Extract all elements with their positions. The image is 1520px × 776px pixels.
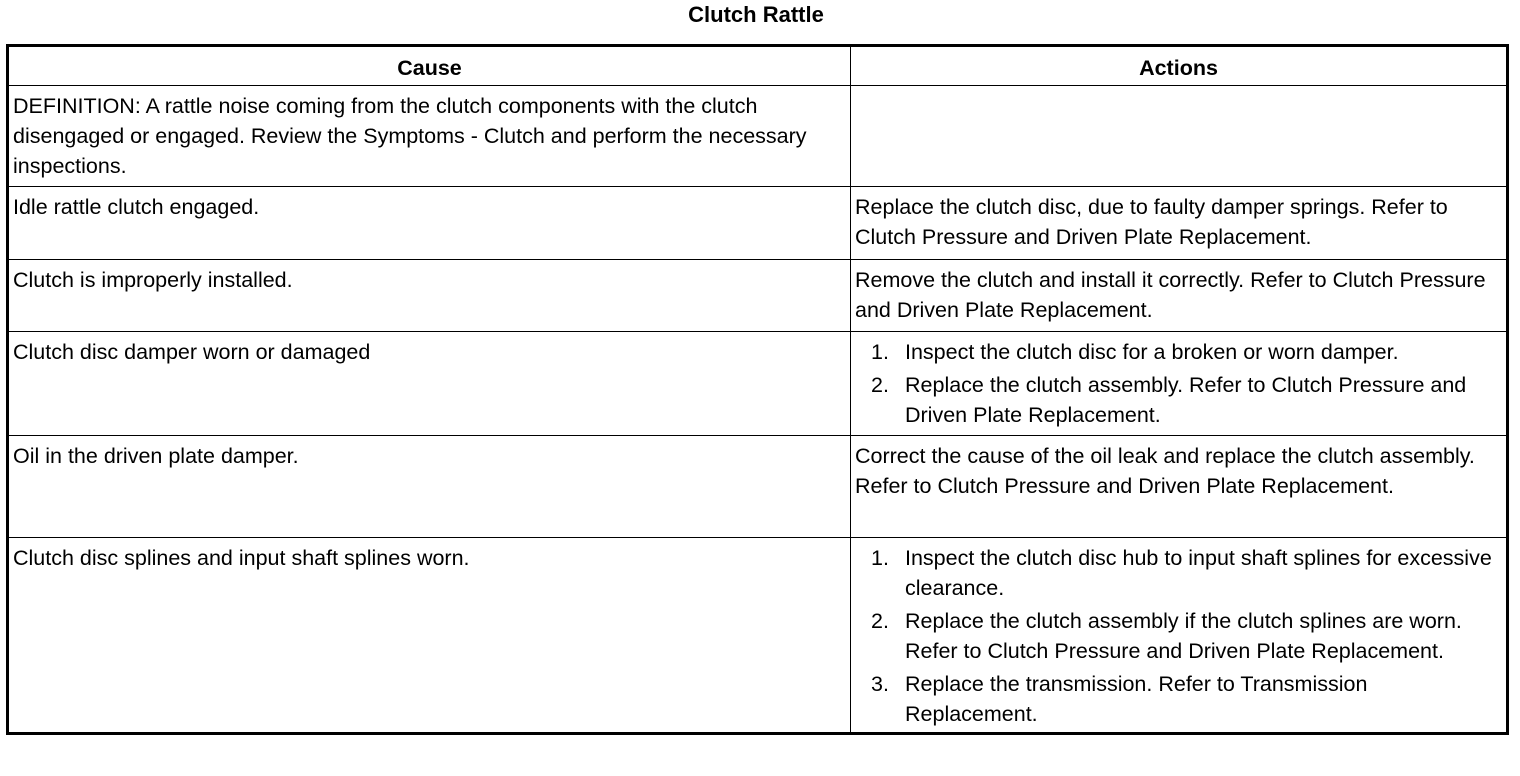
cause-cell: Clutch disc splines and input shaft splines worn. — [8, 538, 851, 734]
actions-column-header: Actions — [851, 46, 1508, 86]
step-number: 2. — [871, 373, 889, 397]
action-cell — [851, 86, 1508, 187]
table-row — [8, 538, 1508, 734]
action-cell: Remove the clutch and install it correctly. Refer to Clutch Pressure and Driven Plate Replacement. — [851, 260, 1508, 332]
action-steps-list — [855, 337, 1502, 430]
action-cell: Correct the cause of the oil leak and replace the clutch assembly. Refer to Clutch Pressure and Driven Plate Replacement. — [851, 436, 1508, 538]
cause-cell: Clutch disc damper worn or damaged — [8, 332, 851, 436]
list-item — [855, 337, 1502, 367]
table-row — [8, 332, 1508, 436]
step-number: 3. — [871, 672, 889, 696]
list-item — [855, 606, 1502, 666]
list-item — [855, 669, 1502, 729]
table-row — [8, 436, 1508, 538]
cause-cell: Oil in the driven plate damper. — [8, 436, 851, 538]
table-row — [8, 260, 1508, 332]
clutch-rattle-table — [6, 44, 1509, 735]
list-item — [855, 543, 1502, 603]
cause-column-header: Cause — [8, 46, 851, 86]
action-cell — [851, 538, 1508, 734]
table-row — [8, 86, 1508, 187]
step-text: Replace the clutch assembly. Refer to Clutch Pressure and Driven Plate Replacement. — [905, 373, 1467, 427]
action-cell — [851, 332, 1508, 436]
action-cell: Replace the clutch disc, due to faulty damper springs. Refer to Clutch Pressure and Driven Plate Replacement. — [851, 187, 1508, 260]
list-item — [855, 370, 1502, 430]
step-number: 2. — [871, 609, 889, 633]
cause-cell: Idle rattle clutch engaged. — [8, 187, 851, 260]
action-steps-list — [855, 543, 1502, 729]
step-text: Replace the transmission. Refer to Transmission Replacement. — [905, 672, 1368, 726]
table-row — [8, 187, 1508, 260]
step-text: Inspect the clutch disc for a broken or worn damper. — [905, 340, 1399, 364]
step-number: 1. — [871, 546, 889, 570]
step-number: 1. — [871, 340, 889, 364]
step-text: Replace the clutch assembly if the clutch splines are worn. Refer to Clutch Pressure and Driven Plate Replacement. — [905, 609, 1462, 663]
step-text: Inspect the clutch disc hub to input shaft splines for excessive clearance. — [905, 546, 1492, 600]
cause-cell: Clutch is improperly installed. — [8, 260, 851, 332]
page-title: Clutch Rattle — [688, 2, 824, 27]
table-header-row — [8, 46, 1508, 86]
cause-cell: DEFINITION: A rattle noise coming from the clutch components with the clutch disengaged or engaged. Review the Symptoms - Clutch and perform the necessary inspections. — [8, 86, 851, 187]
